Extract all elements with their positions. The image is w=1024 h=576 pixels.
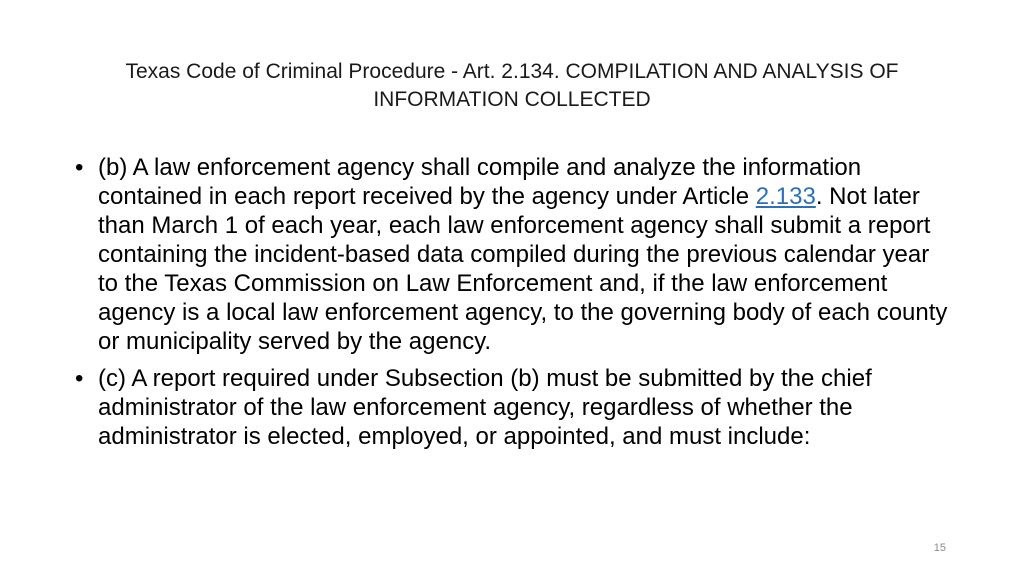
bullet-item-b bbox=[72, 153, 952, 356]
bullet-item-c bbox=[72, 364, 952, 451]
bullet-marker: • bbox=[75, 154, 84, 181]
article-2-133-link[interactable]: 2.133 bbox=[755, 183, 816, 210]
bullet-c-text: (c) A report required under Subsection (b) must be submitted by the chief administrator of the law enforcement agency, regardless of whether the administrator is elected, employed, or appointed, and must include: bbox=[98, 365, 872, 450]
page-number: 15 bbox=[933, 542, 946, 554]
bullet-list bbox=[72, 153, 952, 459]
bullet-marker: • bbox=[75, 365, 84, 392]
bullet-b-text-end: . Not later than March 1 of each year, each law enforcement agency shall submit a report containing the incident-based data compiled during the previous calendar year to the Texas Commission on Law Enforcement and, if the law enforcement agency is a local law enforcement agency, to the governing body of each county or municipality served by the agency. bbox=[98, 183, 948, 355]
slide-title: Texas Code of Criminal Procedure - Art. 2.134. COMPILATION AND ANALYSIS OF INFORMATION COLLECTED bbox=[125, 60, 899, 111]
bullet-b-text-start: (b) A law enforcement agency shall compile and analyze the information contained in each report received by the agency under Article bbox=[98, 154, 862, 210]
